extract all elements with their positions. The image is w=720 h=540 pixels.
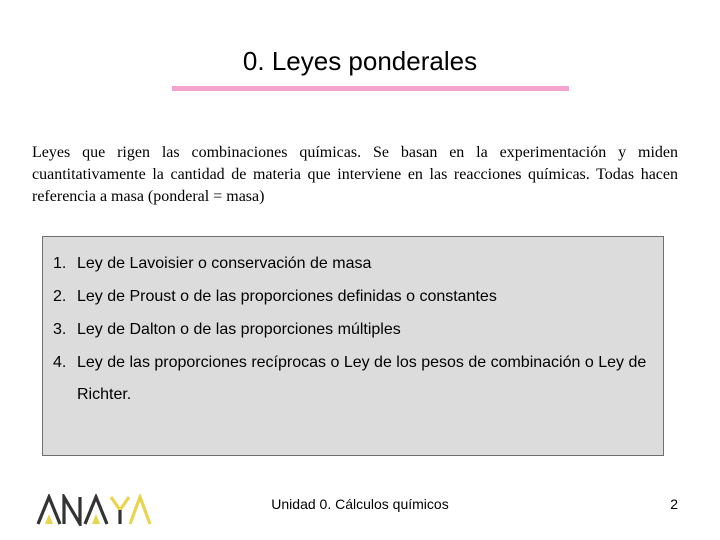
list-item	[53, 347, 658, 411]
list-item-text: Ley de Proust o de las proporciones definidas o constantes	[77, 288, 497, 305]
footer-unit-label: Unidad 0. Cálculos químicos	[271, 496, 449, 512]
intro-paragraph: Leyes que rigen las combinaciones químicas. Se basan en la experimentación y miden cuantitativamente la cantidad de materia que interviene en las reacciones químicas. Todas hacen referencia a masa (ponderal = masa)	[32, 144, 678, 205]
list-item-number: 4.	[53, 354, 67, 371]
page-number: 2	[670, 496, 678, 512]
list-item	[53, 248, 658, 280]
slide-title: 0. Leyes ponderales	[242, 46, 478, 76]
list-item-text: Ley de Lavoisier o conservación de masa	[77, 255, 372, 272]
list-item-text: Ley de Dalton o de las proporciones múltiples	[77, 321, 401, 338]
list-item-number: 3.	[53, 321, 67, 338]
list-item-number: 1.	[53, 255, 67, 272]
list-item	[53, 314, 658, 346]
laws-box	[42, 236, 664, 456]
list-item-text: Ley de las proporciones recíprocas o Ley de los pesos de combinación o Ley de Richter.	[77, 354, 647, 403]
title-underline	[172, 86, 569, 91]
list-item	[53, 281, 658, 313]
laws-list	[53, 248, 658, 412]
list-item-number: 2.	[53, 288, 67, 305]
